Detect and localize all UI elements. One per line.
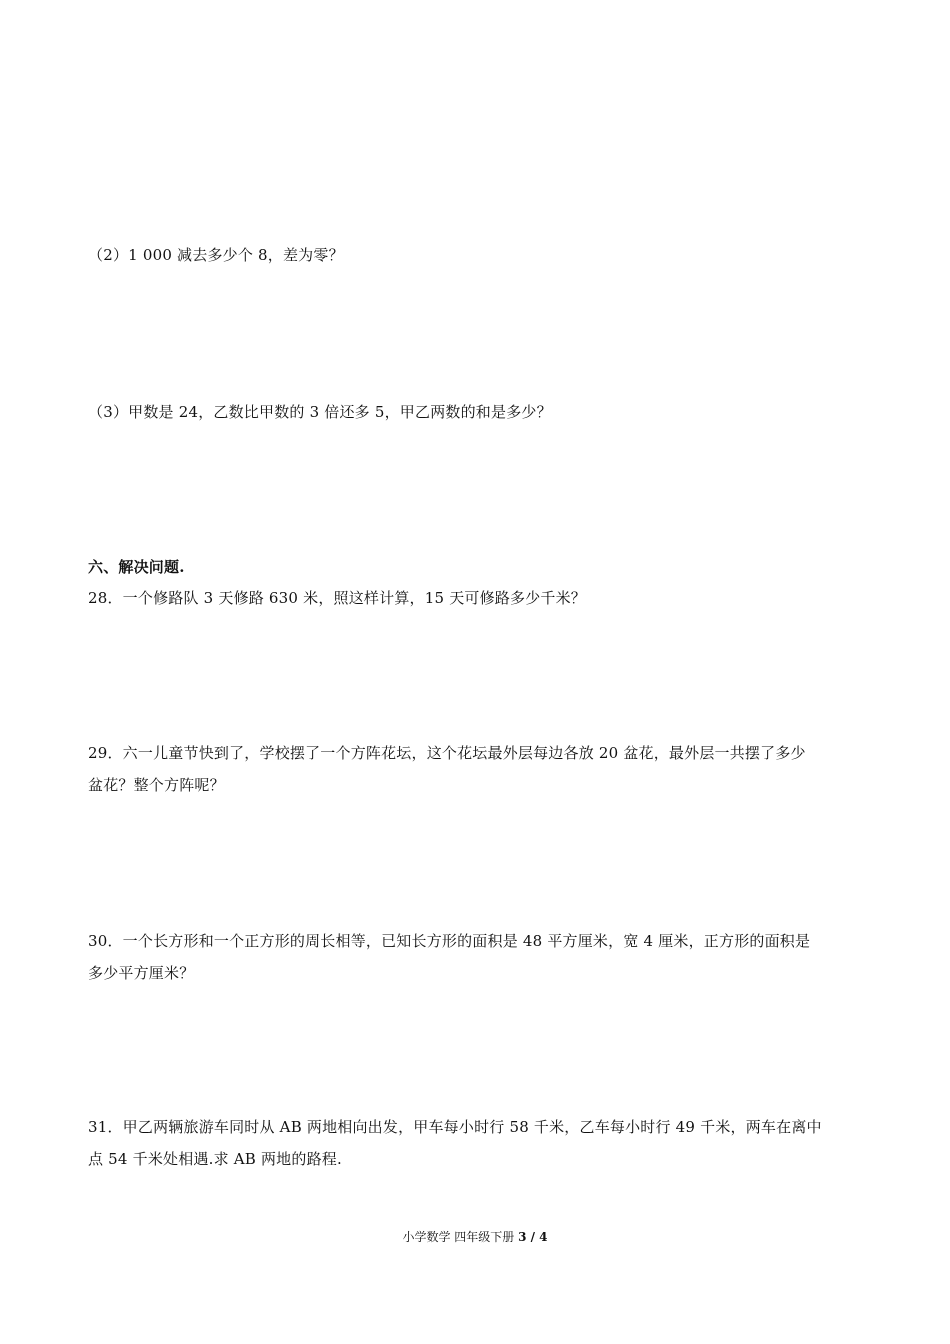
problem-31-line-2: 点 54 千米处相遇.求 AB 两地的路程.: [88, 1150, 342, 1168]
problem-29-line-1: 29．六一儿童节快到了，学校摆了一个方阵花坛，这个花坛最外层每边各放 20 盆花，最外层一共摆了多少: [88, 744, 806, 762]
footer-subject: 小学数学 四年级下册: [402, 1230, 519, 1244]
page-footer: [0, 1228, 950, 1246]
sub-question-3: （3）甲数是 24，乙数比甲数的 3 倍还多 5，甲乙两数的和是多少？: [88, 403, 552, 421]
page-number: 3 / 4: [518, 1230, 548, 1244]
problem-30-line-1: 30．一个长方形和一个正方形的周长相等，已知长方形的面积是 48 平方厘米，宽 4 厘米，正方形的面积是: [88, 932, 811, 950]
section-heading: 六、解决问题.: [88, 558, 185, 576]
problem-30-line-2: 多少平方厘米？: [88, 964, 195, 982]
problem-28: 28．一个修路队 3 天修路 630 米，照这样计算，15 天可修路多少千米？: [88, 589, 586, 607]
problem-31-line-1: 31．甲乙两辆旅游车同时从 AB 两地相向出发，甲车每小时行 58 千米，乙车每小时行 49 千米，两车在离中: [88, 1118, 822, 1136]
problem-29-line-2: 盆花？整个方阵呢？: [88, 776, 225, 794]
sub-question-2: （2）1 000 减去多少个 8，差为零？: [88, 246, 344, 264]
